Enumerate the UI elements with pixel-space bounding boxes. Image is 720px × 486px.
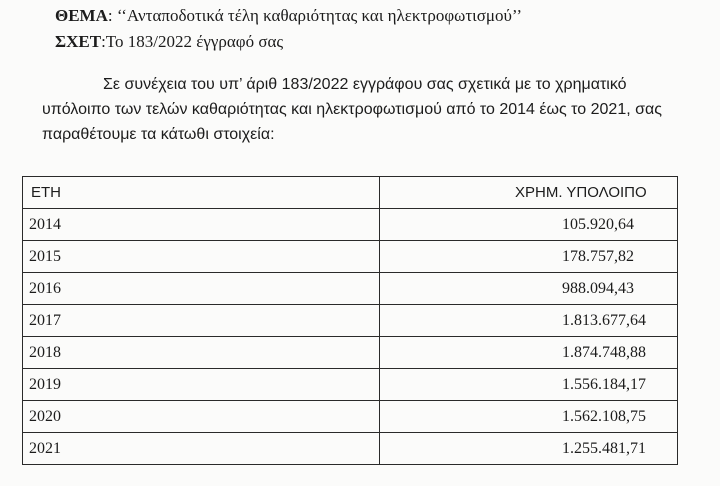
- year-cell: 2015: [23, 241, 380, 273]
- table-row: [23, 433, 678, 465]
- table-row: [23, 241, 678, 273]
- table-row: [23, 337, 678, 369]
- year-cell: 2020: [23, 401, 380, 433]
- reference-line: [55, 32, 283, 52]
- table-row: [23, 273, 678, 305]
- year-cell: 2016: [23, 273, 380, 305]
- year-cell: 2017: [23, 305, 380, 337]
- balance-cell: 1.255.481,71: [380, 433, 678, 465]
- header-balance: ΧΡΗΜ. ΥΠΟΛΟΙΠΟ: [380, 177, 678, 209]
- table-row: [23, 209, 678, 241]
- table-row: [23, 305, 678, 337]
- balance-table: [22, 176, 678, 465]
- balance-cell: 178.757,82: [380, 241, 678, 273]
- paragraph-line-1: Σε συνέχεια του υπ’ άριθ 183/2022 εγγράφου σας σχετικά με το χρηματικό: [103, 76, 627, 93]
- year-cell: 2018: [23, 337, 380, 369]
- balance-cell: 1.874.748,88: [380, 337, 678, 369]
- balance-cell: 105.920,64: [380, 209, 678, 241]
- reference-label: ΣΧΕΤ: [55, 32, 102, 51]
- year-cell: 2021: [23, 433, 380, 465]
- table-row: [23, 369, 678, 401]
- subject-line: [55, 6, 522, 26]
- table-row: [23, 401, 678, 433]
- subject-text: : ‘‘Ανταποδοτικά τέλη καθαριότητας και ηλεκτροφωτισμού’’: [107, 6, 522, 25]
- table-header-row: [23, 177, 678, 209]
- balance-cell: 1.813.677,64: [380, 305, 678, 337]
- balance-cell: 1.562.108,75: [380, 401, 678, 433]
- year-cell: 2019: [23, 369, 380, 401]
- subject-label: ΘΕΜΑ: [55, 6, 108, 25]
- year-cell: 2014: [23, 209, 380, 241]
- paragraph-line-2: υπόλοιπο των τελών καθαριότητας και ηλεκτροφωτισμού από το 2014 έως το 2021, σας: [42, 101, 662, 118]
- balance-cell: 1.556.184,17: [380, 369, 678, 401]
- reference-text: :Το 183/2022 έγγραφό σας: [101, 32, 284, 51]
- balance-cell: 988.094,43: [380, 273, 678, 305]
- paragraph-line-3: παραθέτουμε τα κάτωθι στοιχεία:: [42, 126, 275, 143]
- header-years: ΕΤΗ: [23, 177, 380, 209]
